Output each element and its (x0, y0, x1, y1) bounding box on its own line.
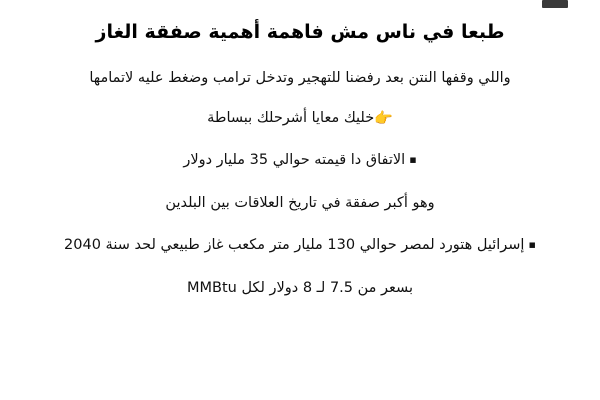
bullet-item-text: بسعر من 7.5 لـ 8 دولار لكل MMBtu (187, 279, 413, 296)
bullet-item (64, 172, 536, 214)
explain-line-text: خليك معايا أشرحلك ببساطة (207, 109, 375, 126)
bullet-item-text: إسرائيل هتورد لمصر حوالي 130 مليار متر مكعب غاز طبيعي لحد سنة 2040 (64, 237, 525, 254)
square-bullet-icon: ▪ (409, 153, 417, 167)
bullet-item-text: الاتفاق دا قيمته حوالي 35 مليار دولار (183, 152, 406, 169)
page-title: طبعا في ناس مش فاهمة أهمية صفقة الغاز (95, 21, 505, 43)
bullet-item-text: وهو أكبر صفقة في تاريخ العلاقات بين البلدين (165, 194, 435, 211)
explain-line (64, 89, 536, 129)
bullet-item (64, 214, 536, 256)
pointing-hand-icon: 👉 (374, 108, 393, 127)
bullet-item (64, 257, 536, 299)
bullet-item (64, 129, 536, 171)
top-edge-artifact (542, 0, 568, 8)
intro-paragraph: واللي وقفها النتن بعد رفضنا للتهجير وتدخل ترامب وضغط عليه لاتمامها (89, 69, 511, 86)
square-bullet-icon: ▪ (528, 238, 536, 252)
